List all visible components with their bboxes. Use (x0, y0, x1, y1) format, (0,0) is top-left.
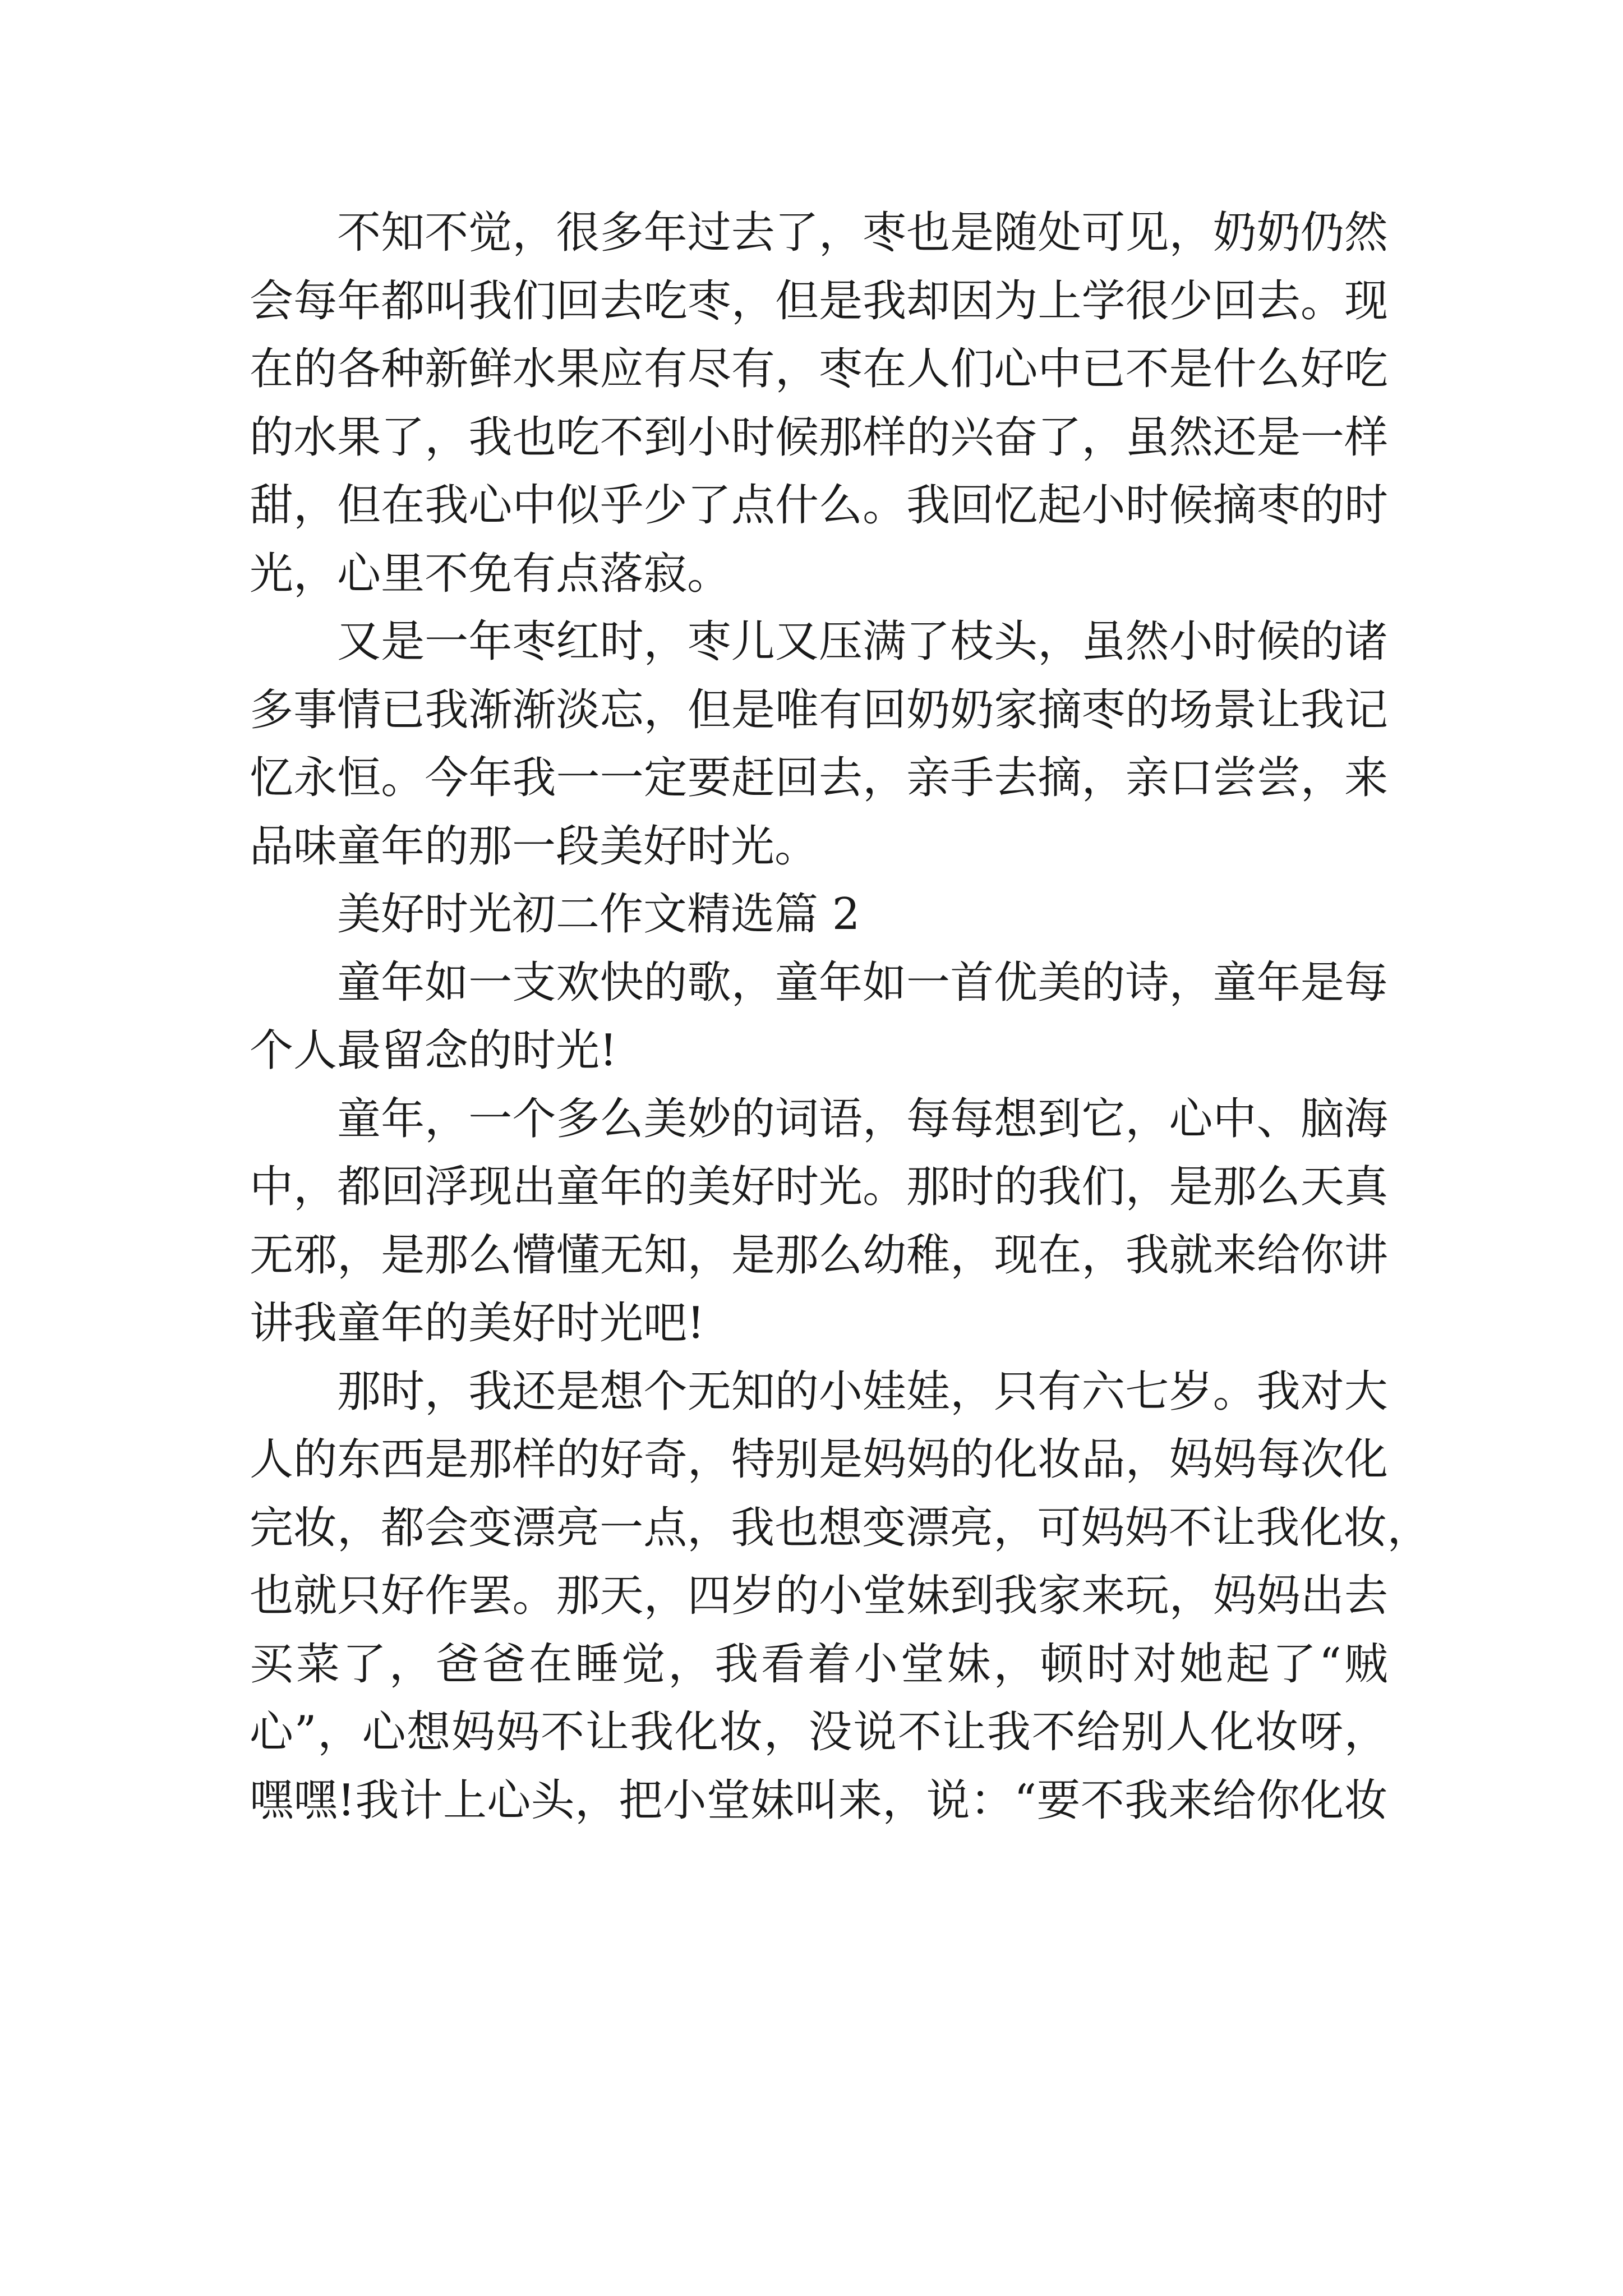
paragraph-line: 品味童年的那一段美好时光。 (250, 821, 819, 872)
paragraph-line: 个人最留念的时光! (250, 1025, 617, 1076)
paragraph-line: 嘿 嘿 ! 我 计 上 心 头 ， 把 小 堂 妹 叫 来 ， 说 ： “ 要 不 我 来 给 你 化 妆 (250, 1775, 1388, 1826)
paragraph-line: 童 年 如 一 支 欢 快 的 歌 ， 童 年 如 一 首 优 美 的 诗 ， 童 年 是 每 (337, 957, 1388, 1008)
paragraph-line: 光，心里不免有点落寂。 (250, 548, 731, 599)
paragraph-line: 在 的 各 种 新 鲜 水 果 应 有 尽 有 ， 枣 在 人 们 心 中 已 不 是 什 么 好 吃 (250, 344, 1388, 394)
paragraph-line: 讲我童年的美好时光吧! (250, 1298, 705, 1349)
paragraph-line: 买 菜 了 ， 爸 爸 在 睡 觉 ， 我 看 着 小 堂 妹 ， 顿 时 对 她 起 了 “ 贼 (250, 1639, 1388, 1690)
paragraph-line: 不 知 不 觉 ， 很 多 年 过 去 了 ， 枣 也 是 随 处 可 见 ， 奶 奶 仍 然 (337, 208, 1388, 258)
paragraph-line: 会 每 年 都 叫 我 们 回 去 吃 枣 ， 但 是 我 却 因 为 上 学 很 少 回 去 。 现 (250, 275, 1388, 326)
document-body (250, 199, 1431, 1835)
paragraph-line: 无 邪 ， 是 那 么 懵 懂 无 知 ， 是 那 么 幼 稚 ， 现 在 ， 我 就 来 给 你 讲 (250, 1230, 1388, 1281)
paragraph-line: 的 水 果 了 ， 我 也 吃 不 到 小 时 候 那 样 的 兴 奋 了 ， 虽 然 还 是 一 样 (250, 412, 1388, 463)
paragraph-line: 中 ， 都 回 浮 现 出 童 年 的 美 好 时 光 。 那 时 的 我 们 ， 是 那 么 天 真 (250, 1162, 1388, 1212)
paragraph-line: 多 事 情 已 我 渐 渐 淡 忘 ， 但 是 唯 有 回 奶 奶 家 摘 枣 的 场 景 让 我 记 (250, 684, 1388, 735)
paragraph-line: 人 的 东 西 是 那 样 的 好 奇 ， 特 别 是 妈 妈 的 化 妆 品 ， 妈 妈 每 次 化 (250, 1434, 1388, 1485)
paragraph-line: 又 是 一 年 枣 红 时 ， 枣 儿 又 压 满 了 枝 头 ， 虽 然 小 时 候 的 诸 (337, 616, 1388, 667)
paragraph-line: 那 时 ， 我 还 是 想 个 无 知 的 小 娃 娃 ， 只 有 六 七 岁 。 我 对 大 (337, 1366, 1388, 1417)
paragraph-line: 忆 永 恒 。 今 年 我 一 一 定 要 赶 回 去 ， 亲 手 去 摘 ， 亲 口 尝 尝 ， 来 (250, 753, 1388, 803)
paragraph-line: 也 就 只 好 作 罢 。 那 天 ， 四 岁 的 小 堂 妹 到 我 家 来 玩 ， 妈 妈 出 去 (250, 1571, 1388, 1621)
paragraph-line: 心 ” ， 心 想 妈 妈 不 让 我 化 妆 ， 没 说 不 让 我 不 给 别 人 化 妆 呀 ， (250, 1707, 1388, 1757)
paragraph-line: 甜 ， 但 在 我 心 中 似 乎 少 了 点 什 么 。 我 回 忆 起 小 时 候 摘 枣 的 时 (250, 480, 1388, 531)
paragraph-line: 童 年 ， 一 个 多 么 美 妙 的 词 语 ， 每 每 想 到 它 ， 心 中 、 脑 海 (337, 1093, 1388, 1144)
section-heading: 美好时光初二作文精选篇 2 (337, 889, 860, 940)
paragraph-line: 完 妆 ， 都 会 变 漂 亮 一 点 ， 我 也 想 变 漂 亮 ， 可 妈 妈 不 让 我 化 妆 ， (250, 1502, 1431, 1553)
